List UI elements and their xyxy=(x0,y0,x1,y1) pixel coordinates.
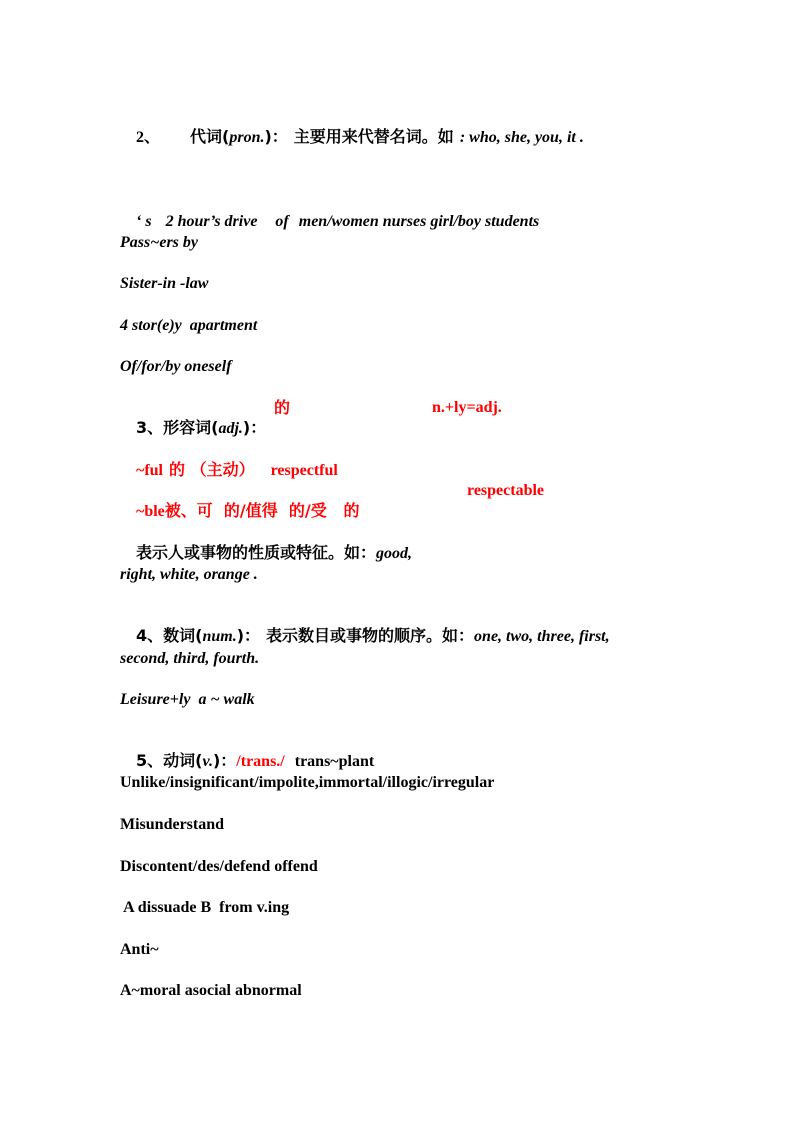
pronoun-desc: 主要用来代替名词。如 xyxy=(293,127,454,146)
pronoun-number: 2、 xyxy=(136,129,161,146)
verb-trans: /trans./ xyxy=(236,753,285,770)
pronoun-line xyxy=(120,107,584,168)
dissuade-line: A dissuade B from v.ing xyxy=(120,899,290,916)
numeral-examples: one, two, three, first, xyxy=(474,628,610,645)
possessive-rest: men/women nurses girl/boy students xyxy=(298,213,540,230)
numeral-abbr: num. xyxy=(202,628,237,645)
possessive-drive: 2 hour’s drive xyxy=(165,213,258,230)
misunderstand-line: Misunderstand xyxy=(120,816,225,833)
verb-term: 5、动词( xyxy=(136,751,203,770)
ful-meaning: 的 （主动） xyxy=(169,460,255,479)
adjective-term: 3、形容词( xyxy=(136,418,219,437)
sister-line: Sister-in -law xyxy=(120,275,209,292)
numeral-term: 4、数词( xyxy=(136,626,203,645)
pronoun-abbr: pron. xyxy=(229,129,265,146)
pronoun-close: )： xyxy=(264,127,288,146)
storey-line: 4 stor(e)y apartment xyxy=(120,317,258,334)
adjective-abbr: adj. xyxy=(218,420,243,437)
ble-example: respectable xyxy=(467,482,545,499)
adjective-examples-line: right, white, orange . xyxy=(120,566,258,583)
adjective-rule: n.+ly=adj. xyxy=(432,399,502,416)
numeral-close: )： xyxy=(236,626,261,645)
adjective-desc-example: good, xyxy=(376,545,413,562)
adjective-de: 的 xyxy=(274,398,291,417)
unlike-line: Unlike/insignificant/impolite,immortal/illogic/irregular xyxy=(120,774,495,791)
verb-close: )： xyxy=(212,751,237,770)
ble-suffix: ~ble xyxy=(136,503,165,520)
adjective-desc: 表示人或事物的性质或特征。如： xyxy=(136,543,377,562)
amoral-line: A~moral asocial abnormal xyxy=(120,982,302,999)
verb-rest: trans~plant xyxy=(294,753,375,770)
pronoun-term: 代词( xyxy=(190,127,230,146)
ful-example: respectful xyxy=(270,462,338,479)
pronoun-examples: : who, she, you, it . xyxy=(459,129,584,146)
passers-line: Pass~ers by xyxy=(120,234,198,251)
ble-meaning: 被、可 的/值得 的/受 的 xyxy=(164,501,360,520)
ful-suffix: ~ful xyxy=(136,462,163,479)
adjective-close: )： xyxy=(242,418,267,437)
possessive-of: of xyxy=(275,213,289,230)
discontent-line: Discontent/des/defend offend xyxy=(120,858,318,875)
verb-abbr: v. xyxy=(202,753,213,770)
possessive-mark: ‘ s xyxy=(136,213,152,230)
anti-line: Anti~ xyxy=(120,941,159,958)
numeral-examples-line: second, third, fourth. xyxy=(120,650,260,667)
leisure-line: Leisure+ly a ~ walk xyxy=(120,691,255,708)
oneself-line: Of/for/by oneself xyxy=(120,358,232,375)
numeral-desc: 表示数目或事物的顺序。如： xyxy=(266,626,475,645)
